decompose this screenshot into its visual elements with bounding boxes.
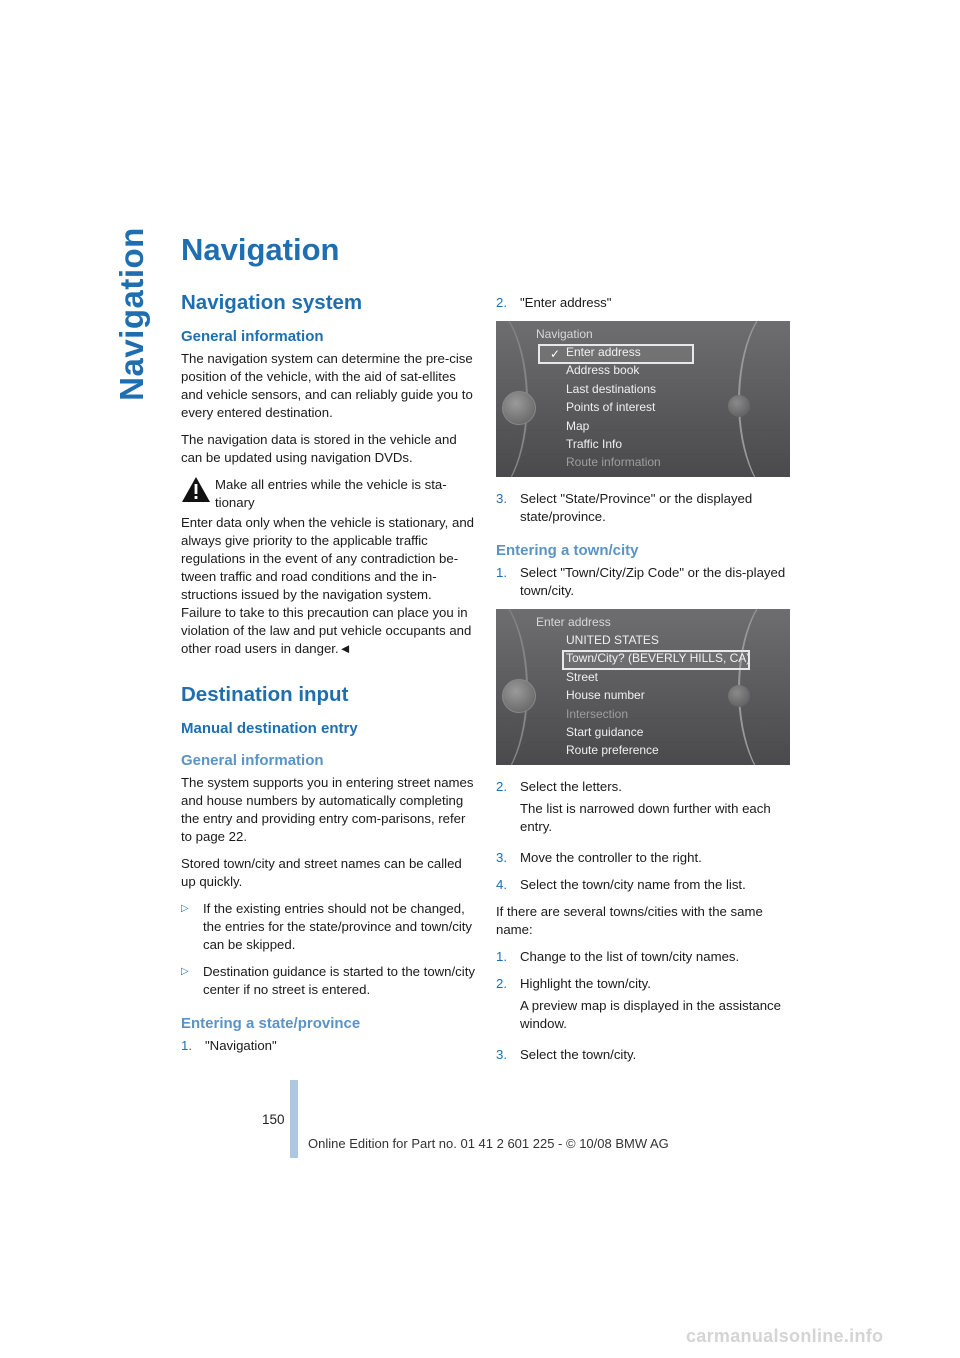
bullet-arrow-icon: ▷ — [181, 903, 189, 914]
step-text: Select "State/Province" or the displayed state/province. — [520, 491, 753, 524]
step-body — [520, 975, 790, 1037]
menu-item: Map — [566, 418, 590, 433]
step-number: 3. — [496, 1047, 507, 1062]
edition-text: Online Edition for Part no. 01 41 2 601 225 - © 10/08 BMW AG — [308, 1136, 669, 1151]
warning-heading: Make all entries while the vehicle is sta-tionary — [215, 477, 447, 510]
step-item — [496, 1046, 790, 1064]
menu-item: Points of interest — [566, 400, 656, 415]
step-text: Highlight the town/city. — [520, 976, 651, 991]
step-item — [496, 876, 790, 894]
side-tab-label: Navigation — [113, 227, 151, 401]
step-text: "Navigation" — [205, 1038, 277, 1053]
bullet-item — [181, 900, 475, 954]
section-title-destination-input: Destination input — [181, 683, 349, 706]
warning-block — [181, 476, 475, 512]
step-number: 1. — [496, 565, 507, 580]
paragraph: The navigation data is stored in the vehicle and can be updated using navigation DVDs. — [181, 432, 457, 465]
step-text: Move the controller to the right. — [520, 850, 702, 865]
screen-header: Enter address — [536, 615, 611, 629]
screen-header: Navigation — [536, 327, 593, 341]
step-item — [496, 294, 790, 312]
minor-heading-entering-state: Entering a state/province — [181, 1015, 361, 1032]
step-number: 1. — [496, 949, 507, 964]
step-text: Select "Town/City/Zip Code" or the dis-played town/city. — [520, 565, 786, 598]
subsection-general-information: General information — [181, 328, 324, 345]
screenshot-navigation-menu — [496, 321, 790, 477]
menu-item: Route information — [566, 455, 661, 470]
minor-heading-entering-town: Entering a town/city — [496, 542, 639, 559]
step-body — [520, 778, 790, 840]
step-item — [496, 490, 790, 526]
step-item — [496, 948, 790, 966]
step-subtext: The list is narrowed down further with each entry. — [520, 801, 771, 834]
bullet-text: If the existing entries should not be changed, the entries for the state/province and town/city can be skipped. — [203, 901, 473, 952]
step-item — [496, 564, 790, 600]
menu-item: Traffic Info — [566, 436, 623, 451]
menu-item: Route preference — [566, 743, 659, 758]
step-text: Select the town/city. — [520, 1047, 637, 1062]
step-item — [496, 975, 790, 1037]
menu-item: UNITED STATES — [566, 633, 659, 647]
paragraph: If there are several towns/cities with the same name: — [496, 904, 763, 937]
left-column — [181, 291, 475, 1064]
menu-item: Intersection — [566, 706, 629, 721]
paragraph: Stored town/city and street names can be called up quickly. — [181, 856, 462, 889]
bullet-text: Destination guidance is started to the town/city center if no street is entered. — [203, 964, 475, 997]
step-number: 3. — [496, 850, 507, 865]
menu-item: Enter address — [566, 345, 641, 359]
knob-icon — [728, 395, 750, 417]
menu-item: Address book — [566, 363, 640, 378]
controller-icon — [502, 679, 536, 713]
paragraph: The navigation system can determine the pre-cise position of the vehicle, with the aid of sat-ellites and vehicle sensors, and can reliably guide you to every entered destination. — [181, 351, 473, 420]
section-title-navigation-system: Navigation system — [181, 291, 363, 314]
menu-item: Street — [566, 669, 599, 684]
menu-item: Town/City? (BEVERLY HILLS, CA) — [566, 651, 751, 666]
step-text: Select the letters. — [520, 779, 622, 794]
step-text: "Enter address" — [520, 295, 612, 310]
step-subtext: A preview map is displayed in the assistance window. — [520, 998, 781, 1031]
check-icon: ✓ — [550, 347, 561, 361]
screenshot-enter-address — [496, 609, 790, 765]
controller-icon — [502, 391, 536, 425]
step-number: 3. — [496, 491, 507, 506]
knob-icon — [728, 685, 750, 707]
bullet-arrow-icon: ▷ — [181, 966, 189, 977]
menu-item: House number — [566, 688, 645, 703]
paragraph: The system supports you in entering street names and house numbers by automatically completing the entry and providing entry com-parisons, refer to page 22. — [181, 775, 474, 844]
step-item — [496, 849, 790, 867]
menu-item: Start guidance — [566, 724, 644, 739]
step-number: 2. — [496, 295, 507, 310]
side-tab — [112, 227, 152, 401]
screen-menu — [566, 631, 750, 760]
watermark: carmanualsonline.info — [686, 1326, 884, 1346]
subsection-manual-destination-entry: Manual destination entry — [181, 720, 358, 737]
step-number: 2. — [496, 779, 507, 794]
step-item — [181, 1037, 475, 1055]
minor-heading-general-information: General information — [181, 752, 324, 769]
step-text: Change to the list of town/city names. — [520, 949, 740, 964]
screen-menu — [566, 343, 661, 472]
chapter-title: Navigation — [181, 232, 340, 267]
step-number: 2. — [496, 976, 507, 991]
menu-item: Last destinations — [566, 381, 657, 396]
bullet-item — [181, 963, 475, 999]
warning-body: Enter data only when the vehicle is stationary, and always give priority to the applicable traffic regulations in the event of any contradiction be-tween traffic and road conditions and the in-structions issued by the navigation system. Failure to take to this precaution can place you in violation of the law and put vehicle occupants and other road users in danger.◄ — [181, 515, 474, 656]
page-number: 150 — [262, 1112, 285, 1127]
warning-icon — [181, 476, 211, 503]
step-number: 4. — [496, 877, 507, 892]
right-column — [496, 294, 790, 1073]
step-text: Select the town/city name from the list. — [520, 877, 746, 892]
footer-bar — [290, 1080, 298, 1158]
step-number: 1. — [181, 1038, 192, 1053]
step-item — [496, 778, 790, 840]
